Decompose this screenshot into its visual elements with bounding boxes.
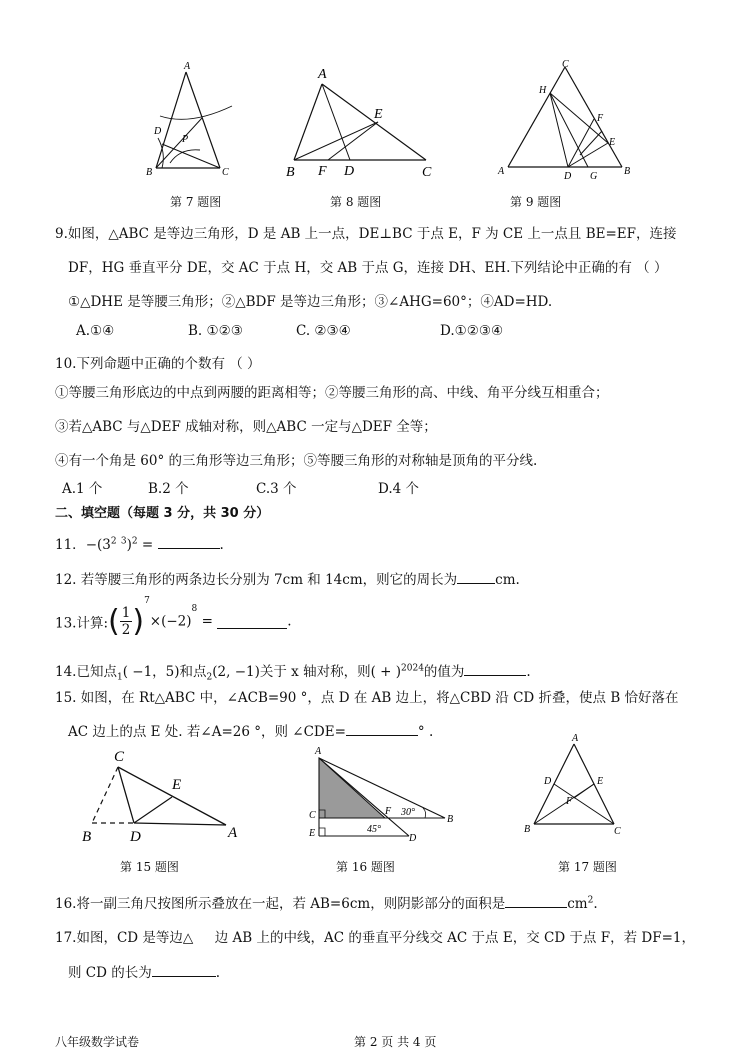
- fig16-label-e: E: [309, 828, 316, 839]
- q11-sup1: 2: [110, 536, 117, 547]
- q13-exp2: 8: [191, 604, 198, 614]
- q14-sub1: 1: [116, 672, 123, 683]
- figure-15: [78, 745, 248, 845]
- q11-sup2: 3: [120, 536, 127, 547]
- q14-answer-blank[interactable]: [464, 661, 526, 676]
- fig9-label-e: E: [609, 137, 616, 148]
- fig9-label-d: D: [564, 171, 572, 180]
- q10-option-a: A.1 个: [62, 481, 103, 497]
- q11: 11．$-(3^2$ $^3$)$^2$ = .: [55, 533, 224, 553]
- fig17-label-a: A: [572, 733, 579, 744]
- fig8-caption: 第 8 题图: [330, 195, 382, 209]
- q14-text1: 14.已知点: [55, 664, 117, 680]
- q11-close: ): [126, 537, 132, 553]
- q13-exp1: 7: [144, 596, 150, 606]
- q12-unit: cm.: [495, 572, 520, 588]
- fig9-label-g: G: [590, 171, 598, 180]
- q13-prefix: 13.计算:: [55, 615, 109, 632]
- figure-7: [140, 58, 240, 183]
- q10-option-c: C.3 个: [256, 481, 297, 497]
- q15-line2a: AC 边上的点 E 处. 若∠A=26 °，则 ∠CDE=: [68, 724, 346, 740]
- q13: 13.计算:( $\frac{1}{2}$ )$^7\times(-2)^8$ = .: [55, 596, 292, 639]
- fig9-label-a: A: [498, 166, 505, 177]
- q10-option-b: B.2 个: [148, 481, 189, 497]
- fig8-label-a: A: [318, 67, 327, 82]
- fig16-label-f: F: [385, 806, 392, 817]
- figure-16: [305, 740, 455, 845]
- q11-eq: =: [137, 537, 158, 553]
- q11-sup3: 2: [131, 536, 138, 547]
- q17-answer-blank[interactable]: [152, 962, 216, 977]
- footer-page-number: 第 2 页 共 4 页: [354, 1035, 437, 1049]
- q16: [55, 892, 598, 912]
- q9-option-b: B. ①②③: [188, 323, 243, 339]
- figure-8: [280, 62, 440, 182]
- fig7-label-a: A: [184, 61, 191, 72]
- q14: [55, 660, 531, 683]
- q12: [55, 568, 520, 588]
- fig8-label-f: F: [318, 164, 327, 179]
- q13-times: ×(−2): [149, 613, 192, 630]
- q14-sub2: 2: [206, 672, 213, 683]
- fig8-label-e: E: [374, 107, 383, 122]
- fig17-label-c: C: [614, 826, 621, 837]
- fig9-label-f: F: [597, 113, 604, 124]
- q14-text4: 的值为: [423, 664, 465, 680]
- fig8-label-c: C: [422, 165, 432, 180]
- q17-line1a: 17.如图，CD 是等边△: [55, 930, 194, 946]
- q10-line2: ③若△ABC 与△DEF 成轴对称，则△ABC 一定与△DEF 全等；: [55, 419, 437, 435]
- q9-line2: DF，HG 垂直平分 DE，交 AC 于点 H，交 AB 于点 G，连接 DH、EH.下列结论中正确的有 （ ）: [68, 260, 668, 276]
- q17-line1b: 边 AB 上的中线，AC 的垂直平分线交 AC 于点 E，交 CD 于点 F，若 DF=1，: [214, 930, 695, 946]
- fig15-caption: 第 15 题图: [120, 860, 179, 874]
- fig15-label-c: C: [114, 749, 125, 765]
- q14-exp: 2024: [401, 663, 424, 674]
- fig16-caption: 第 16 题图: [336, 860, 395, 874]
- fig9-caption: 第 9 题图: [510, 195, 562, 209]
- fig8-label-b: B: [286, 165, 295, 180]
- q11-prefix: 11．: [55, 537, 86, 553]
- fig7-label-d: D: [154, 126, 162, 137]
- q17-end: .: [215, 965, 221, 981]
- q15-line2b: ° .: [417, 724, 434, 740]
- q14-end: .: [526, 664, 531, 680]
- q11-answer-blank[interactable]: [158, 534, 220, 549]
- q14-text3: (2, −1)关于 x 轴对称，则( + ): [212, 664, 402, 680]
- q17-line2: [68, 961, 220, 981]
- fig16-label-45: 45°: [367, 824, 381, 835]
- q9-option-c: C. ②③④: [296, 323, 351, 339]
- fig16-label-c: C: [309, 810, 316, 821]
- q12-answer-blank[interactable]: [457, 569, 495, 584]
- footer-subject: 八年级数学试卷: [55, 1035, 140, 1049]
- q10-line1: ①等腰三角形底边的中点到两腰的距离相等；②等腰三角形的高、中线、角平分线互相重合；: [55, 385, 609, 401]
- fig9-label-h: H: [539, 85, 547, 96]
- q15-answer-blank[interactable]: [346, 721, 418, 736]
- fig7-label-b: B: [146, 167, 153, 178]
- fig17-label-d: D: [544, 776, 552, 787]
- q13-eq: =: [197, 613, 218, 630]
- fig16-label-a: A: [315, 746, 322, 757]
- q9-line1: 9.如图，△ABC 是等边三角形，D 是 AB 上一点，DE⊥BC 于点 E，F 为 CE 上一点且 BE=EF，连接: [55, 226, 677, 242]
- fig8-label-d: D: [344, 164, 355, 179]
- q13-end: .: [287, 613, 292, 630]
- q9-option-d: D.①②③④: [440, 323, 504, 339]
- section-fill-in-title: 二、填空题（每题 3 分，共 30 分）: [55, 506, 270, 521]
- q10-line3: ④有一个角是 60° 的三角形等边三角形；⑤等腰三角形的对称轴是顶角的平分线.: [55, 453, 538, 469]
- q16-unit: cm: [567, 896, 588, 912]
- q13-fraction: $\frac{1}{2}$: [121, 605, 131, 638]
- fig15-label-b: B: [82, 829, 92, 845]
- figure-9: [490, 55, 635, 180]
- figure-17: [518, 730, 628, 840]
- q10-option-d: D.4 个: [378, 481, 420, 497]
- fig17-label-b: B: [524, 824, 531, 835]
- fig17-label-f: F: [566, 796, 573, 807]
- q13-answer-blank[interactable]: [217, 614, 287, 629]
- q16-answer-blank[interactable]: [505, 893, 567, 908]
- fig15-label-a: A: [228, 825, 238, 841]
- q15-line2: [68, 720, 433, 740]
- fig17-caption: 第 17 题图: [558, 860, 617, 874]
- fig9-label-b: B: [624, 166, 631, 177]
- q12-text: 12. 若等腰三角形的两条边长分别为 7cm 和 14cm，则它的周长为: [55, 572, 458, 588]
- fig15-label-e: E: [172, 777, 182, 793]
- q17-line2-text: 则 CD 的长为: [68, 965, 152, 981]
- fig16-label-b: B: [447, 814, 454, 825]
- fig15-label-d: D: [130, 829, 141, 845]
- q11-expr: −(3: [85, 537, 111, 553]
- q14-text2: ( −1，5)和点: [122, 664, 207, 680]
- fig7-caption: 第 7 题图: [170, 195, 222, 209]
- q9-option-a: A.①④: [76, 323, 115, 339]
- fig9-label-c: C: [562, 59, 569, 70]
- fig17-label-e: E: [597, 776, 604, 787]
- q16-exp: 2: [587, 895, 594, 906]
- fig7-label-p: P: [182, 134, 189, 145]
- q16-end: .: [593, 896, 598, 912]
- q9-line3: ①△DHE 是等腰三角形；②△BDF 是等边三角形；③∠AHG=60°；④AD=HD.: [68, 294, 553, 310]
- fig16-label-30: 30°: [401, 807, 415, 818]
- fig7-label-c: C: [222, 167, 229, 178]
- q17-line1: [55, 926, 695, 946]
- fig16-label-d: D: [409, 833, 417, 844]
- q10-stem: 10.下列命题中正确的个数有 （ ）: [55, 356, 261, 372]
- q16-text: 16.将一副三角尺按图所示叠放在一起，若 AB=6cm，则阴影部分的面积是: [55, 896, 506, 912]
- q15-line1: 15. 如图，在 Rt△ABC 中，∠ACB=90 °，点 D 在 AB 边上，将△CBD 沿 CD 折叠，使点 B 恰好落在: [55, 690, 679, 706]
